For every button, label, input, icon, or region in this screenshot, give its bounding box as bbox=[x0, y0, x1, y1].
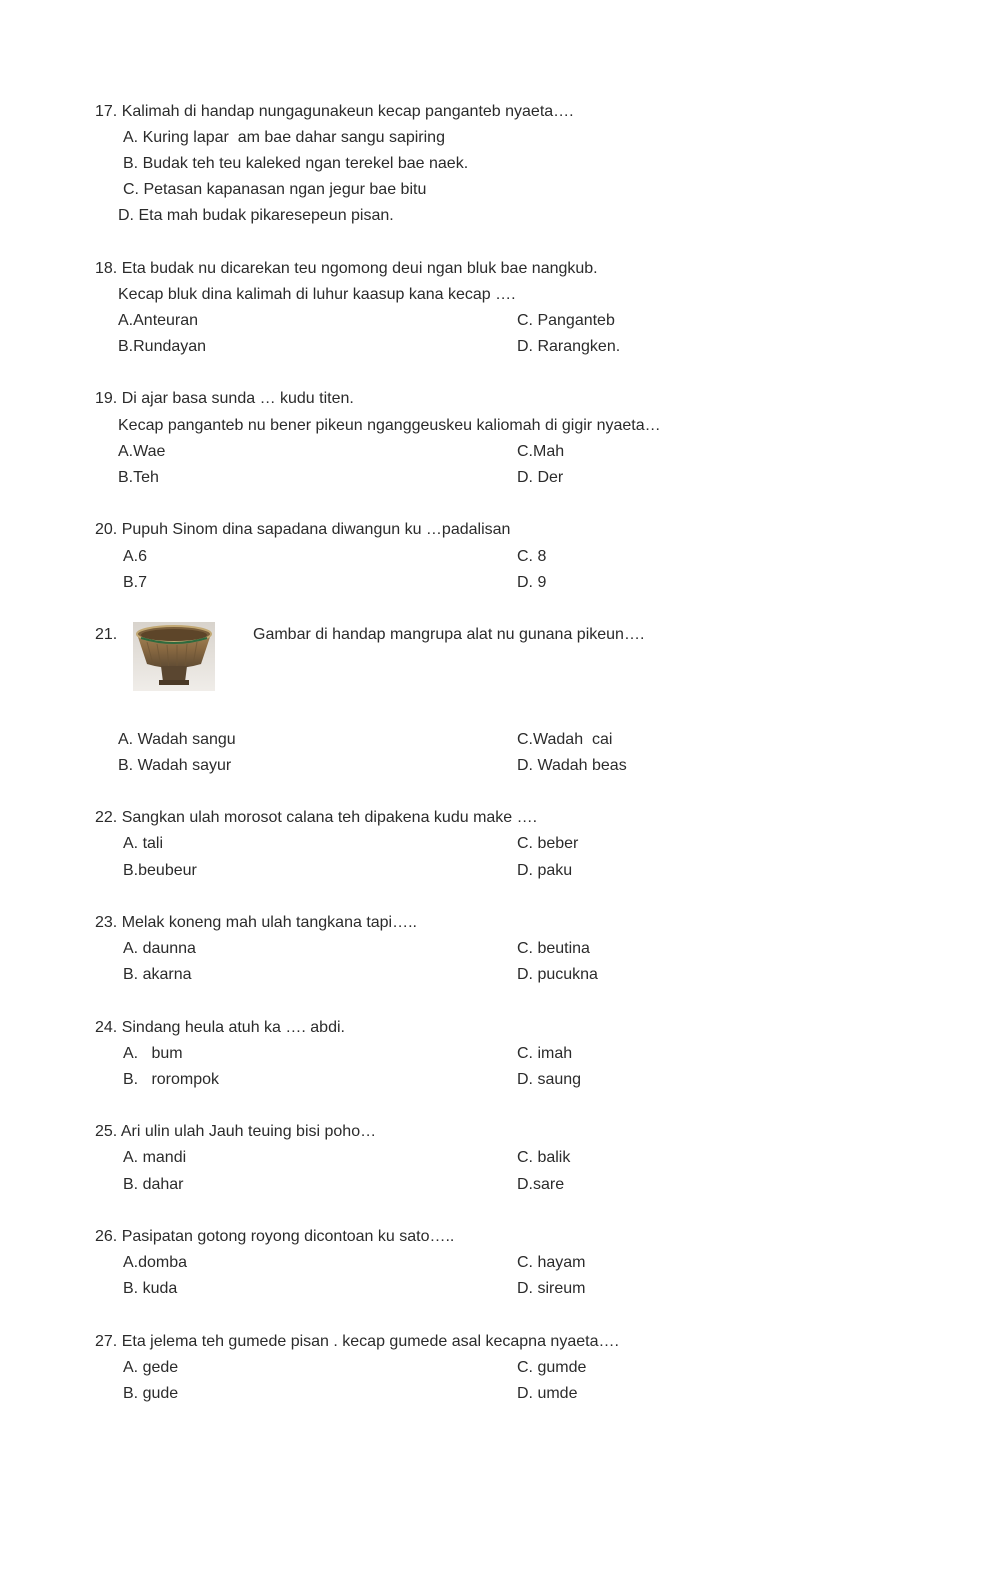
question-18-prompt bbox=[95, 259, 598, 279]
question-20-option-b: B.7 bbox=[123, 574, 148, 591]
question-24-option-c: C. imah bbox=[517, 1045, 573, 1062]
question-21-option-a: A. Wadah sangu bbox=[118, 731, 236, 748]
question-24-option-b: B. rorompok bbox=[123, 1071, 220, 1088]
question-18-option-d: D. Rarangken. bbox=[517, 338, 621, 355]
question-17-option-a: A. Kuring lapar am bae dahar sangu sapiring bbox=[123, 129, 445, 146]
question-text: Eta jelema teh gumede pisan . kecap gumede asal kecapna nyaeta…. bbox=[121, 1333, 619, 1350]
question-25-option-b: B. dahar bbox=[123, 1176, 184, 1193]
question-17-option-c: C. Petasan kapanasan ngan jegur bae bitu bbox=[123, 181, 427, 198]
question-19-option-d: D. Der bbox=[517, 469, 564, 486]
question-22-option-d: D. paku bbox=[517, 862, 573, 879]
question-24-prompt bbox=[95, 1018, 345, 1038]
question-22-option-c: C. beber bbox=[517, 835, 579, 852]
question-number: 19. bbox=[95, 390, 118, 407]
question-text: Pasipatan gotong royong dicontoan ku sato….. bbox=[121, 1228, 455, 1245]
question-text: Melak koneng mah ulah tangkana tapi….. bbox=[121, 914, 417, 931]
question-text: Ari ulin ulah Jauh teuing bisi poho… bbox=[120, 1123, 377, 1140]
question-21-number: 21. bbox=[95, 626, 118, 643]
question-26-option-a: A.domba bbox=[123, 1254, 188, 1271]
question-23-option-c: C. beutina bbox=[517, 940, 590, 957]
question-text: Sangkan ulah morosot calana teh dipakena kudu make …. bbox=[121, 809, 538, 826]
question-27-option-b: B. gude bbox=[123, 1385, 179, 1402]
question-21-option-c: C.Wadah cai bbox=[517, 731, 613, 748]
question-number: 24. bbox=[95, 1019, 118, 1036]
question-26-option-c: C. hayam bbox=[517, 1254, 586, 1271]
question-17-prompt bbox=[95, 102, 574, 122]
question-20-prompt bbox=[95, 520, 510, 540]
question-19-prompt-line-2: Kecap panganteb nu bener pikeun nganggeuskeu kaliomah di gigir nyaeta… bbox=[118, 417, 661, 434]
basket-photo-icon bbox=[133, 622, 215, 691]
question-number: 27. bbox=[95, 1333, 118, 1350]
question-text: Kalimah di handap nungagunakeun kecap panganteb nyaeta…. bbox=[121, 103, 574, 120]
question-number: 26. bbox=[95, 1228, 118, 1245]
question-19-option-a: A.Wae bbox=[118, 443, 166, 460]
question-number: 25. bbox=[95, 1123, 118, 1140]
question-27-option-d: D. umde bbox=[517, 1385, 578, 1402]
question-17-option-d: D. Eta mah budak pikaresepeun pisan. bbox=[118, 207, 394, 224]
question-text: Di ajar basa sunda … kudu titen. bbox=[121, 390, 354, 407]
question-23-option-d: D. pucukna bbox=[517, 966, 598, 983]
question-19-option-c: C.Mah bbox=[517, 443, 565, 460]
question-25-option-d: D.sare bbox=[517, 1176, 565, 1193]
question-20-option-c: C. 8 bbox=[517, 548, 547, 565]
question-number: 17. bbox=[95, 103, 118, 120]
question-25-prompt bbox=[95, 1122, 376, 1142]
question-23-prompt bbox=[95, 913, 417, 933]
question-number: 18. bbox=[95, 260, 118, 277]
question-number: 23. bbox=[95, 914, 118, 931]
question-27-option-c: C. gumde bbox=[517, 1359, 587, 1376]
question-19-option-b: B.Teh bbox=[118, 469, 159, 486]
question-21-option-d: D. Wadah beas bbox=[517, 757, 627, 774]
question-26-prompt bbox=[95, 1227, 454, 1247]
basket-photo-graphic bbox=[133, 622, 215, 691]
question-22-prompt bbox=[95, 808, 537, 828]
question-text: Pupuh Sinom dina sapadana diwangun ku …padalisan bbox=[121, 521, 511, 538]
question-18-option-c: C. Panganteb bbox=[517, 312, 615, 329]
question-text: Eta budak nu dicarekan teu ngomong deui ngan bluk bae nangkub. bbox=[121, 260, 598, 277]
question-21-prompt: Gambar di handap mangrupa alat nu gunana pikeun…. bbox=[253, 626, 645, 643]
question-20-option-d: D. 9 bbox=[517, 574, 547, 591]
question-26-option-d: D. sireum bbox=[517, 1280, 586, 1297]
question-27-option-a: A. gede bbox=[123, 1359, 179, 1376]
question-23-option-a: A. daunna bbox=[123, 940, 196, 957]
question-25-option-c: C. balik bbox=[517, 1149, 571, 1166]
question-17-option-b: B. Budak teh teu kaleked ngan terekel bae naek. bbox=[123, 155, 469, 172]
question-19-prompt bbox=[95, 389, 354, 409]
question-text: Sindang heula atuh ka …. abdi. bbox=[121, 1019, 345, 1036]
question-27-prompt bbox=[95, 1332, 619, 1352]
question-22-option-b: B.beubeur bbox=[123, 862, 197, 879]
question-number: 22. bbox=[95, 809, 118, 826]
question-18-prompt-line-2: Kecap bluk dina kalimah di luhur kaasup kana kecap …. bbox=[118, 286, 516, 303]
question-number: 20. bbox=[95, 521, 118, 538]
question-20-option-a: A.6 bbox=[123, 548, 148, 565]
question-24-option-a: A. bum bbox=[123, 1045, 183, 1062]
question-18-option-b: B.Rundayan bbox=[118, 338, 207, 355]
question-21-option-b: B. Wadah sayur bbox=[118, 757, 232, 774]
question-25-option-a: A. mandi bbox=[123, 1149, 187, 1166]
question-18-option-a: A.Anteuran bbox=[118, 312, 199, 329]
question-24-option-d: D. saung bbox=[517, 1071, 582, 1088]
question-22-option-a: A. tali bbox=[123, 835, 164, 852]
question-26-option-b: B. kuda bbox=[123, 1280, 178, 1297]
question-23-option-b: B. akarna bbox=[123, 966, 192, 983]
